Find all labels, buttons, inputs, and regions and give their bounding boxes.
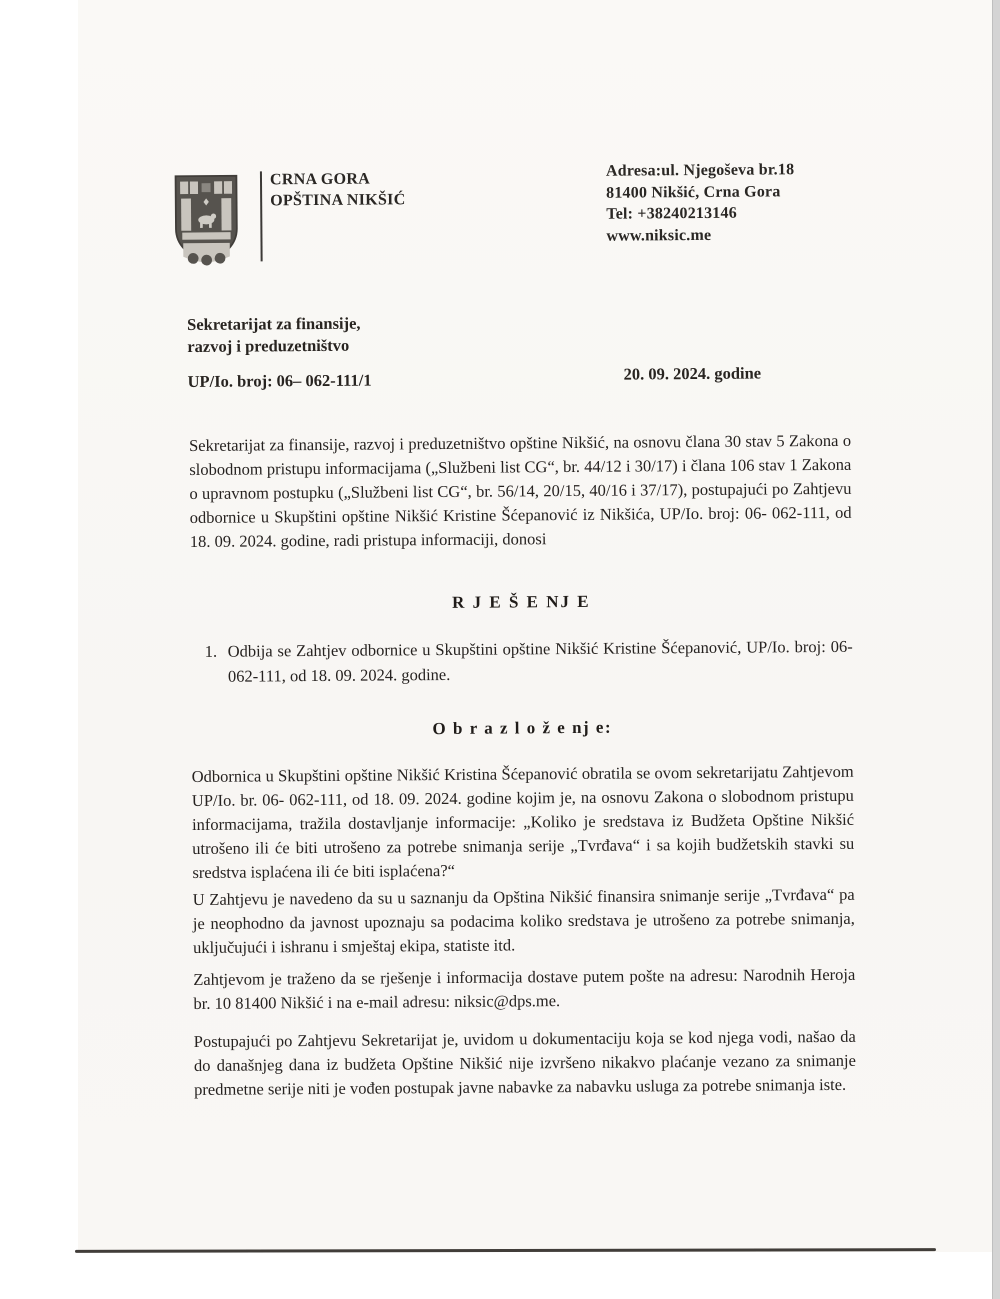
letterhead-divider: [260, 171, 263, 261]
department-line: Sekretarijat za finansije,: [187, 313, 361, 335]
case-number: UP/Io. broj: 06– 062-111/1: [187, 370, 372, 392]
decision-item-text: Odbija se Zahtjev odbornice u Skupštini opštine Nikšić Kristine Šćepanović, UP/Io. broj: 06- 062-111, od 18. 09. 2024. godine.: [227, 636, 853, 686]
document-content: [73, 0, 997, 1255]
explanation-paragraph: Zahtjevom je traženo da se rješenje i informacija dostave putem pošte na adresu: Narodnih Heroja br. 10 81400 Nikšić i na e-mail adresu: niksic@dps.me.: [193, 964, 856, 1013]
scan-right-edge-strip: [992, 0, 1000, 1299]
department-name: [187, 313, 361, 358]
explanation-paragraph: Odbornica u Skupštini opštine Nikšić Kristina Šćepanović obratila se ovom sekretarijatu Zahtjevom UP/Io. br. 06- 062-111, od 18. 09. 2024. godine kojim je, na osnovu Zakona o slobodnom pristupu informacijama, tražila dostavljanje informacije: „Koliko je sredstava iz Budžeta Opštine Nikšić utrošeno ili će biti utrošeno za potrebe snimanja serije „Tvrđava“ i sa kojih budžetskih stavki su sredstva isplaćena ili će biti isplaćena?“: [191, 761, 855, 882]
paper-sheet: [78, 0, 992, 1252]
organization-name: [270, 168, 406, 211]
website-line: www.niksic.me: [606, 226, 712, 245]
department-line: razvoj i preduzetništvo: [187, 335, 350, 357]
address-line: Adresa:ul. Njegoševa br.18: [605, 161, 795, 180]
decision-title: R J E Š E NJ E: [451, 591, 591, 612]
paper-bottom-edge: [75, 1248, 936, 1253]
phone-line: Tel: +38240213146: [606, 204, 737, 223]
letterhead-address: [606, 159, 795, 246]
explanation-paragraph: U Zahtjevu je navedeno da su u saznanju da Opština Nikšić finansira snimanje serije „Tvrđava“ pa je neophodno da javnost upoznaju sa podacima koliko sredstava je utrošeno za potrebe snimanja, uključujući i ishranu i smještaj ekipa, statiste itd.: [192, 884, 855, 957]
municipality-name: OPŠTINA NIKŠIĆ: [270, 191, 406, 210]
country-name: CRNA GORA: [269, 170, 371, 189]
explanation-paragraph: Postupajući po Zahtjevu Sekretarijat je, uvidom u dokumentaciju koja se kod njega vodi, našao da do današnjeg dana iz budžeta Opštine Nikšić nije izvršeno nikakvo plaćanje vezano za snimanje predmetne serije niti je vođen postupak javne nabavke za nabavku usluga za potrebe snimanja iste.: [193, 1026, 857, 1099]
decision-item-number: 1.: [204, 641, 218, 661]
decision-item: [205, 634, 853, 689]
intro-paragraph: Sekretarijat za finansije, razvoj i preduzetništvo opštine Nikšić, na osnovu člana 30 stav 5 Zakona o slobodnom pristupu informacijama („Službeni list CG“, br. 44/12 i 30/17) i člana 106 stav 1 Zakona o upravnom postupku („Službeni list CG“, br. 56/14, 20/15, 40/16 i 37/17), postupajući po Zahtjevu odbornice u Skupštini opštine Nikšić Kristine Šćepanović iz Nikšića, UP/Io. broj: 06- 062-111, od 18. 09. 2024. godine, radi pristupa informaciji, donosi: [189, 430, 852, 551]
document-date: 20. 09. 2024. godine: [623, 363, 762, 384]
explanation-title: O b r a z l o ž e nj e:: [432, 717, 613, 739]
niksic-coat-of-arms-icon: [172, 170, 241, 271]
address-line: 81400 Nikšić, Crna Gora: [606, 182, 781, 202]
